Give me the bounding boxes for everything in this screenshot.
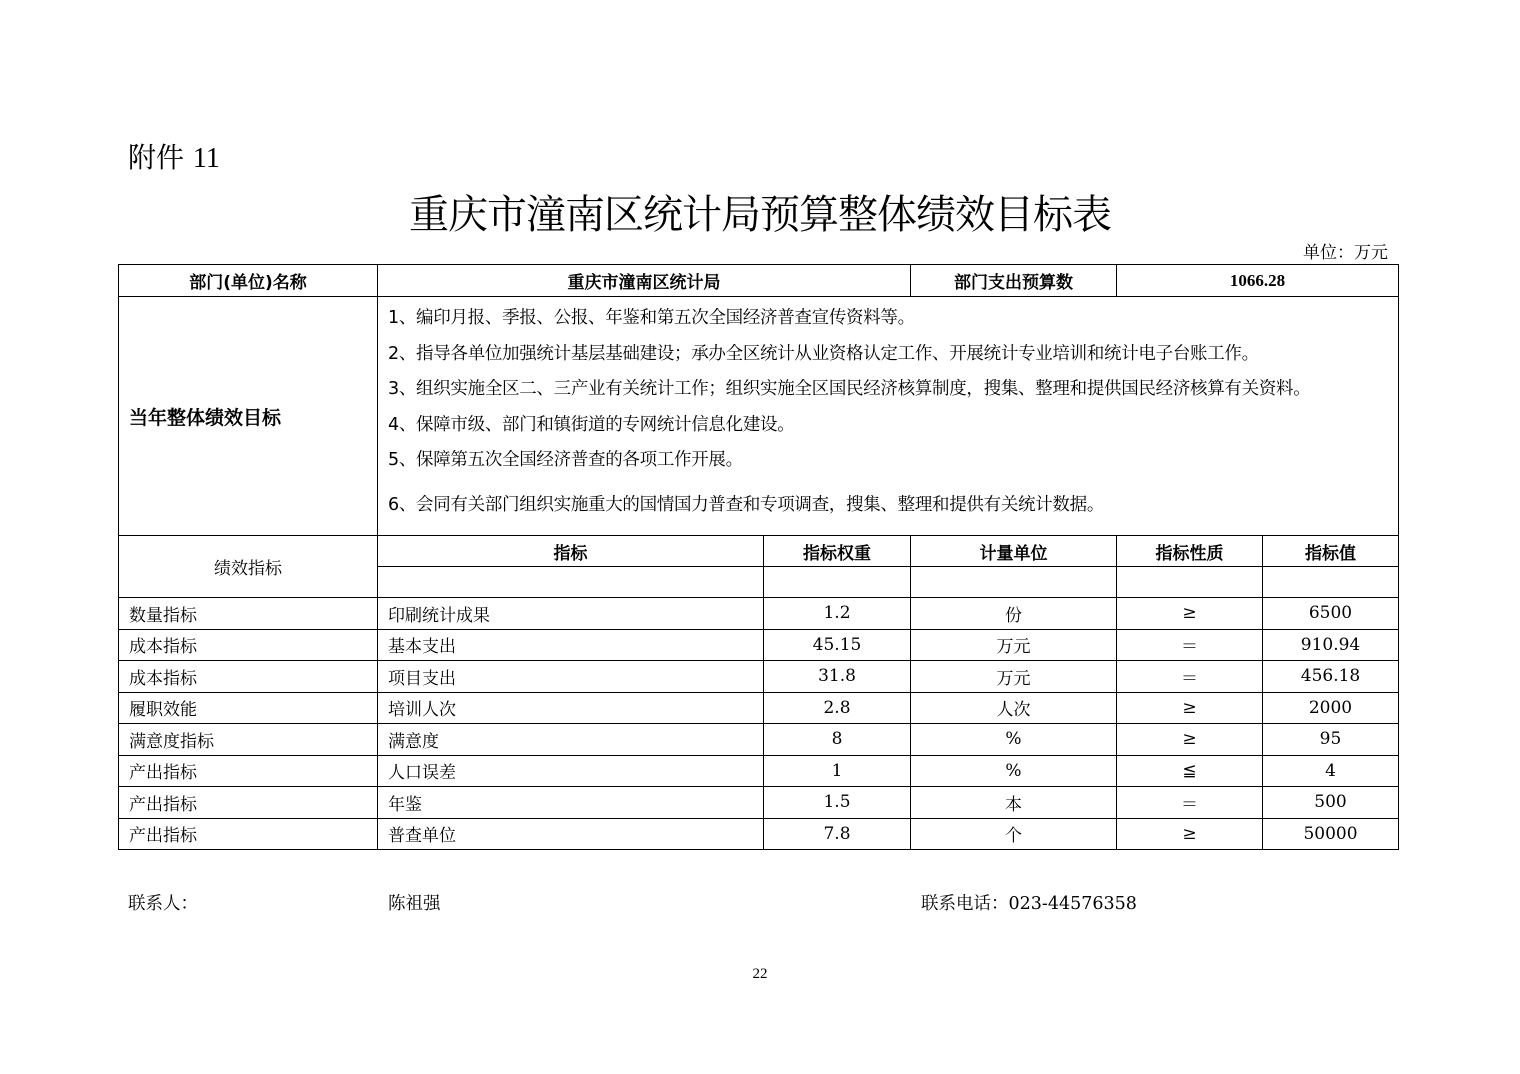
indicator-weight: 31.8 (764, 661, 911, 693)
dept-label: 部门(单位)名称 (119, 265, 378, 297)
indicator-nature: ≥ (1117, 692, 1263, 724)
indicator-weight: 8 (764, 724, 911, 756)
indicator-name: 项目支出 (378, 661, 764, 693)
indicator-category: 满意度指标 (119, 724, 378, 756)
goal-item: 1、编印月报、季报、公报、年鉴和第五次全国经济普查宣传资料等。 (388, 308, 915, 328)
contact-label: 联系人： (128, 894, 198, 914)
goals-row (119, 297, 1399, 536)
col-indicator: 指标 (378, 536, 764, 567)
indicator-unit: 人次 (911, 692, 1117, 724)
attachment-label: 附件 11 (128, 141, 220, 174)
indicator-unit: 本 (911, 787, 1117, 819)
goal-item: 6、会同有关部门组织实施重大的国情国力普查和专项调查，搜集、整理和提供有关统计数据。 (388, 494, 1105, 515)
table-row (119, 661, 1399, 693)
table-row (119, 787, 1399, 819)
table-row (119, 755, 1399, 787)
indicator-unit: 万元 (911, 629, 1117, 661)
table-row (119, 598, 1399, 630)
table-row (119, 629, 1399, 661)
page-number: 22 (752, 966, 768, 982)
indicator-unit: % (911, 724, 1117, 756)
contact-phone: 联系电话：023-44576358 (921, 894, 1137, 914)
indicator-weight: 1.2 (764, 598, 911, 630)
indicator-name: 年鉴 (378, 787, 764, 819)
dept-value: 重庆市潼南区统计局 (378, 265, 911, 297)
indicator-category: 履职效能 (119, 692, 378, 724)
indicator-nature: ＝ (1117, 629, 1263, 661)
budget-label: 部门支出预算数 (911, 265, 1117, 297)
indicator-nature: ≥ (1117, 818, 1263, 850)
unit-label: 单位：万元 (1303, 243, 1388, 263)
goal-item: 4、保障市级、部门和镇街道的专网统计信息化建设。 (388, 414, 795, 435)
indicator-name: 普查单位 (378, 818, 764, 850)
col-value: 指标值 (1263, 536, 1399, 567)
budget-value: 1066.28 (1117, 265, 1399, 297)
indicator-name: 人口误差 (378, 755, 764, 787)
indicator-nature: ＝ (1117, 787, 1263, 819)
goal-item: 2、指导各单位加强统计基层基础建设；承办全区统计从业资格认定工作、开展统计专业培训和统计电子台账工作。 (388, 343, 1259, 364)
indicator-nature: ≥ (1117, 598, 1263, 630)
col-unit: 计量单位 (911, 536, 1117, 567)
goals-label: 当年整体绩效目标 (119, 297, 378, 536)
indicator-name: 基本支出 (378, 629, 764, 661)
col-weight: 指标权重 (764, 536, 911, 567)
indicator-category: 产出指标 (119, 787, 378, 819)
indicator-weight: 7.8 (764, 818, 911, 850)
indicator-unit: 个 (911, 818, 1117, 850)
indicator-weight: 1.5 (764, 787, 911, 819)
indicator-value: 50000 (1263, 818, 1399, 850)
indicator-weight: 2.8 (764, 692, 911, 724)
indicator-unit: 万元 (911, 661, 1117, 693)
indicator-value: 4 (1263, 755, 1399, 787)
indicator-header-row (119, 536, 1399, 567)
indicators-section-label: 绩效指标 (119, 536, 378, 598)
indicator-category: 产出指标 (119, 818, 378, 850)
indicator-nature: ≦ (1117, 755, 1263, 787)
indicator-value: 6500 (1263, 598, 1399, 630)
indicator-category: 成本指标 (119, 661, 378, 693)
goal-item: 3、组织实施全区二、三产业有关统计工作；组织实施全区国民经济核算制度，搜集、整理和提供国民经济核算有关资料。 (388, 379, 1311, 399)
indicator-value: 910.94 (1263, 629, 1399, 661)
indicator-unit: % (911, 755, 1117, 787)
indicator-name: 培训人次 (378, 692, 764, 724)
header-row (119, 265, 1399, 297)
indicator-unit: 份 (911, 598, 1117, 630)
indicator-nature: ≥ (1117, 724, 1263, 756)
indicator-value: 500 (1263, 787, 1399, 819)
indicator-category: 成本指标 (119, 629, 378, 661)
table-row (119, 692, 1399, 724)
document-title: 重庆市潼南区统计局预算整体绩效目标表 (409, 192, 1111, 238)
indicator-category: 产出指标 (119, 755, 378, 787)
contact-name: 陈祖强 (388, 894, 441, 914)
indicator-nature: ＝ (1117, 661, 1263, 693)
indicator-rows (119, 598, 1399, 850)
indicator-name: 印刷统计成果 (378, 598, 764, 630)
table-row (119, 724, 1399, 756)
indicator-value: 2000 (1263, 692, 1399, 724)
goals-content (378, 297, 1399, 536)
indicator-value: 456.18 (1263, 661, 1399, 693)
col-nature: 指标性质 (1117, 536, 1263, 567)
indicator-value: 95 (1263, 724, 1399, 756)
goal-item: 5、保障第五次全国经济普查的各项工作开展。 (388, 450, 743, 470)
indicator-weight: 1 (764, 755, 911, 787)
indicator-name: 满意度 (378, 724, 764, 756)
indicator-category: 数量指标 (119, 598, 378, 630)
table-row (119, 818, 1399, 850)
performance-table (118, 264, 1399, 850)
indicator-weight: 45.15 (764, 629, 911, 661)
